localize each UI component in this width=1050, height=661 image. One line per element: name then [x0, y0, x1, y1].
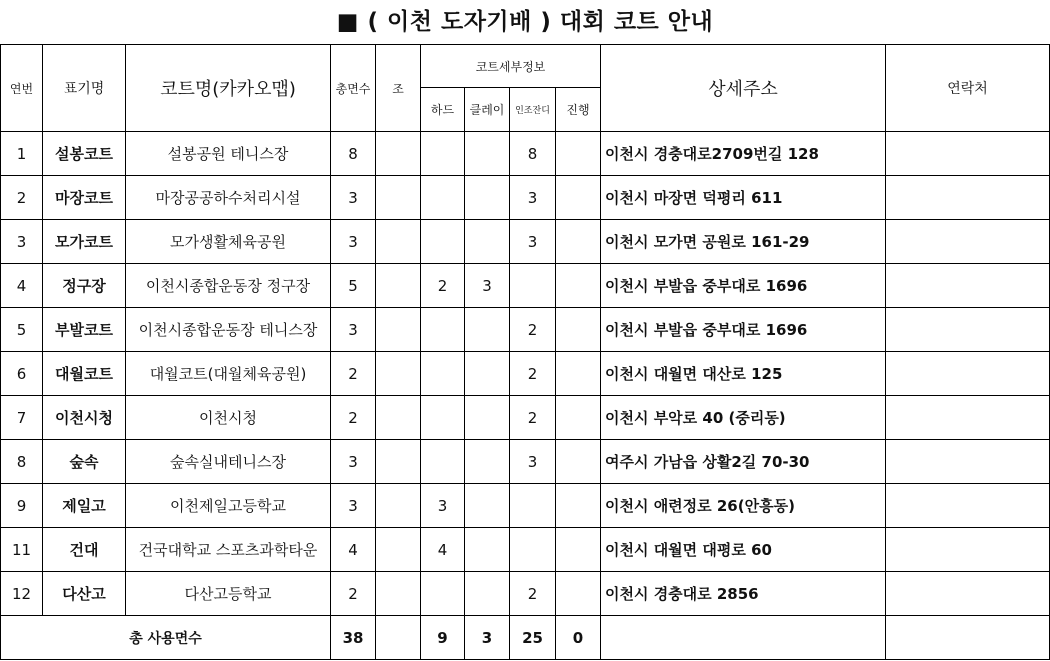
cell-hard: 2	[421, 264, 465, 308]
cell-abbr: 다산고	[43, 572, 126, 616]
totals-clay: 3	[465, 616, 510, 660]
cell-hard: 3	[421, 484, 465, 528]
cell-group	[376, 572, 421, 616]
cell-court-name: 마장공공하수처리시설	[126, 176, 331, 220]
cell-court-name: 모가생활체육공원	[126, 220, 331, 264]
table-row	[1, 264, 1050, 308]
cell-abbr: 정구장	[43, 264, 126, 308]
totals-label: 총 사용면수	[1, 616, 331, 660]
cell-abbr: 모가코트	[43, 220, 126, 264]
cell-group	[376, 396, 421, 440]
cell-total: 3	[331, 220, 376, 264]
cell-progress	[556, 220, 601, 264]
cell-no: 11	[1, 528, 43, 572]
cell-group	[376, 132, 421, 176]
cell-hard	[421, 132, 465, 176]
cell-turf	[510, 264, 556, 308]
table-row	[1, 396, 1050, 440]
court-table	[0, 44, 1050, 660]
cell-total: 3	[331, 308, 376, 352]
cell-court-name: 이천시종합운동장 정구장	[126, 264, 331, 308]
cell-court-name: 숲속실내테니스장	[126, 440, 331, 484]
cell-address: 이천시 대월면 대산로 125	[601, 352, 886, 396]
cell-address: 이천시 부발읍 중부대로 1696	[601, 308, 886, 352]
totals-group	[376, 616, 421, 660]
cell-turf	[510, 528, 556, 572]
cell-hard	[421, 440, 465, 484]
cell-court-name: 다산고등학교	[126, 572, 331, 616]
cell-contact	[886, 220, 1050, 264]
cell-no: 12	[1, 572, 43, 616]
cell-contact	[886, 352, 1050, 396]
table-row	[1, 176, 1050, 220]
cell-group	[376, 440, 421, 484]
cell-abbr: 설봉코트	[43, 132, 126, 176]
header-court-name: 코트명(카카오맵)	[126, 45, 331, 132]
cell-progress	[556, 308, 601, 352]
cell-abbr: 숲속	[43, 440, 126, 484]
cell-total: 3	[331, 176, 376, 220]
cell-group	[376, 484, 421, 528]
cell-total: 8	[331, 132, 376, 176]
header-total: 총면수	[331, 45, 376, 132]
header-no: 연번	[1, 45, 43, 132]
cell-group	[376, 264, 421, 308]
cell-hard	[421, 176, 465, 220]
table-row	[1, 220, 1050, 264]
header-clay: 클레이	[465, 88, 510, 132]
cell-no: 4	[1, 264, 43, 308]
cell-group	[376, 528, 421, 572]
table-row	[1, 308, 1050, 352]
cell-turf: 2	[510, 396, 556, 440]
cell-total: 3	[331, 440, 376, 484]
cell-address: 이천시 경충대로2709번길 128	[601, 132, 886, 176]
cell-total: 2	[331, 352, 376, 396]
cell-abbr: 부발코트	[43, 308, 126, 352]
cell-court-name: 이천시종합운동장 테니스장	[126, 308, 331, 352]
cell-turf: 8	[510, 132, 556, 176]
cell-address: 이천시 대월면 대평로 60	[601, 528, 886, 572]
cell-progress	[556, 176, 601, 220]
table-row	[1, 440, 1050, 484]
cell-address: 이천시 부악로 40 (중리동)	[601, 396, 886, 440]
cell-progress	[556, 484, 601, 528]
cell-hard	[421, 220, 465, 264]
cell-clay	[465, 440, 510, 484]
cell-hard: 4	[421, 528, 465, 572]
cell-contact	[886, 484, 1050, 528]
header-progress: 진행	[556, 88, 601, 132]
cell-court-name: 대월코트(대월체육공원)	[126, 352, 331, 396]
cell-turf: 3	[510, 440, 556, 484]
cell-clay	[465, 352, 510, 396]
cell-contact	[886, 132, 1050, 176]
cell-group	[376, 176, 421, 220]
cell-no: 7	[1, 396, 43, 440]
cell-turf	[510, 484, 556, 528]
cell-no: 9	[1, 484, 43, 528]
cell-contact	[886, 308, 1050, 352]
cell-turf: 3	[510, 220, 556, 264]
header-hard: 하드	[421, 88, 465, 132]
totals-turf: 25	[510, 616, 556, 660]
cell-hard	[421, 572, 465, 616]
cell-progress	[556, 528, 601, 572]
cell-clay	[465, 220, 510, 264]
cell-progress	[556, 132, 601, 176]
cell-progress	[556, 396, 601, 440]
header-contact: 연락처	[886, 45, 1050, 132]
cell-no: 5	[1, 308, 43, 352]
cell-contact	[886, 264, 1050, 308]
cell-total: 2	[331, 572, 376, 616]
cell-contact	[886, 528, 1050, 572]
totals-address	[601, 616, 886, 660]
cell-total: 2	[331, 396, 376, 440]
table-row	[1, 528, 1050, 572]
cell-no: 2	[1, 176, 43, 220]
cell-clay: 3	[465, 264, 510, 308]
cell-group	[376, 308, 421, 352]
cell-progress	[556, 572, 601, 616]
cell-total: 3	[331, 484, 376, 528]
cell-address: 이천시 부발읍 중부대로 1696	[601, 264, 886, 308]
cell-court-name: 건국대학교 스포츠과학타운	[126, 528, 331, 572]
cell-turf: 2	[510, 572, 556, 616]
table-row	[1, 352, 1050, 396]
cell-clay	[465, 132, 510, 176]
cell-clay	[465, 528, 510, 572]
header-turf: 인조잔디	[510, 88, 556, 132]
cell-contact	[886, 572, 1050, 616]
totals-contact	[886, 616, 1050, 660]
cell-contact	[886, 440, 1050, 484]
cell-contact	[886, 396, 1050, 440]
page-title: ■ ( 이천 도자기배 ) 대회 코트 안내	[336, 9, 714, 35]
cell-progress	[556, 352, 601, 396]
cell-abbr: 제일고	[43, 484, 126, 528]
cell-clay	[465, 572, 510, 616]
cell-turf: 3	[510, 176, 556, 220]
cell-group	[376, 220, 421, 264]
cell-address: 이천시 경충대로 2856	[601, 572, 886, 616]
cell-turf: 2	[510, 352, 556, 396]
cell-address: 이천시 모가면 공원로 161-29	[601, 220, 886, 264]
totals-hard: 9	[421, 616, 465, 660]
totals-row	[1, 616, 1050, 660]
cell-contact	[886, 176, 1050, 220]
cell-progress	[556, 440, 601, 484]
cell-address: 이천시 마장면 덕평리 611	[601, 176, 886, 220]
table-row	[1, 484, 1050, 528]
cell-progress	[556, 264, 601, 308]
cell-clay	[465, 484, 510, 528]
cell-court-name: 이천시청	[126, 396, 331, 440]
cell-abbr: 마장코트	[43, 176, 126, 220]
cell-court-name: 이천제일고등학교	[126, 484, 331, 528]
cell-hard	[421, 308, 465, 352]
cell-address: 여주시 가남읍 상활2길 70-30	[601, 440, 886, 484]
cell-hard	[421, 396, 465, 440]
cell-clay	[465, 308, 510, 352]
header-court-detail: 코트세부정보	[421, 45, 601, 88]
totals-progress: 0	[556, 616, 601, 660]
cell-no: 1	[1, 132, 43, 176]
table-row	[1, 572, 1050, 616]
cell-clay	[465, 396, 510, 440]
cell-total: 4	[331, 528, 376, 572]
cell-no: 6	[1, 352, 43, 396]
cell-no: 3	[1, 220, 43, 264]
table-row	[1, 132, 1050, 176]
cell-abbr: 이천시청	[43, 396, 126, 440]
cell-abbr: 건대	[43, 528, 126, 572]
totals-total: 38	[331, 616, 376, 660]
header-abbr: 표기명	[43, 45, 126, 132]
header-address: 상세주소	[601, 45, 886, 132]
cell-total: 5	[331, 264, 376, 308]
cell-turf: 2	[510, 308, 556, 352]
cell-court-name: 설봉공원 테니스장	[126, 132, 331, 176]
cell-group	[376, 352, 421, 396]
cell-address: 이천시 애련정로 26(안흥동)	[601, 484, 886, 528]
cell-abbr: 대월코트	[43, 352, 126, 396]
cell-hard	[421, 352, 465, 396]
cell-no: 8	[1, 440, 43, 484]
header-group: 조	[376, 45, 421, 132]
cell-clay	[465, 176, 510, 220]
